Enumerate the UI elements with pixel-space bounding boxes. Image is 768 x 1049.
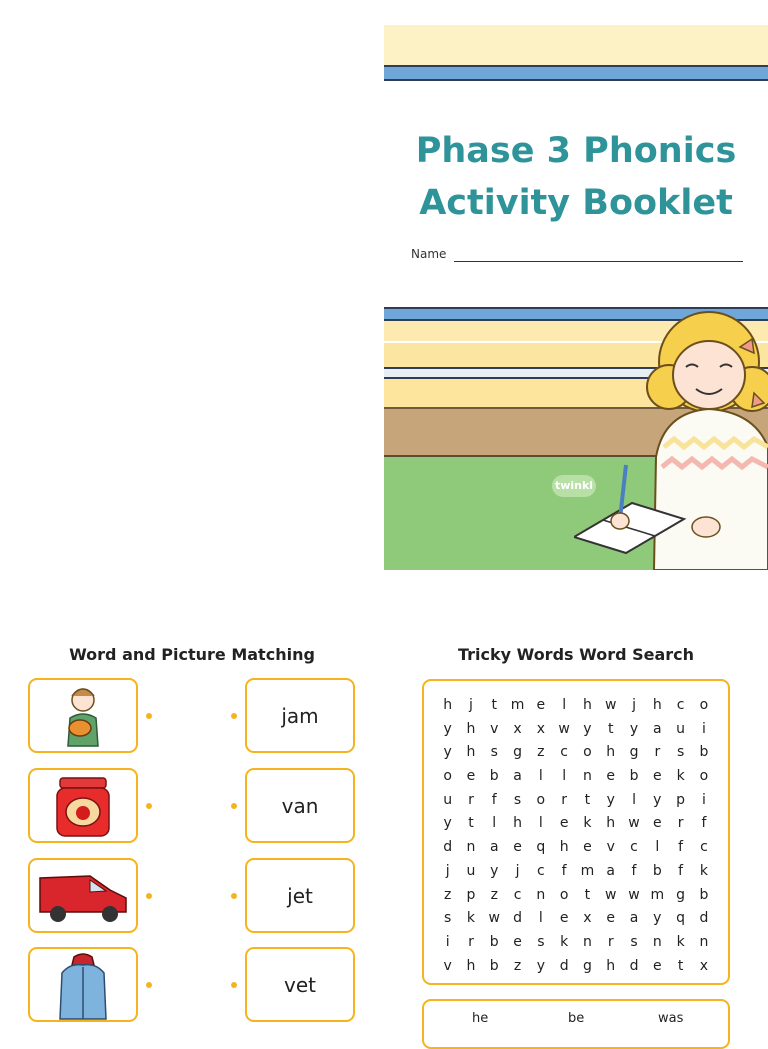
wordsearch-heading: Tricky Words Word Search	[457, 645, 695, 664]
grid-letter[interactable]: r	[468, 933, 474, 950]
grid-letter[interactable]: n	[536, 886, 546, 903]
grid-letter[interactable]: t	[491, 697, 497, 713]
tricky-word-3: was	[658, 1011, 684, 1026]
word-box-4: vet	[245, 947, 355, 1022]
cover-top-band	[384, 25, 768, 65]
grid-letter[interactable]: w	[628, 815, 640, 832]
match-dot-word-1[interactable]	[231, 713, 237, 719]
grid-letter[interactable]: l	[632, 791, 636, 808]
grid-letter[interactable]: d	[513, 910, 522, 927]
grid-letter[interactable]: h	[606, 744, 616, 761]
grid-letter[interactable]: m	[650, 886, 665, 903]
grid-letter[interactable]: f	[701, 815, 707, 832]
grid-letter[interactable]: e	[606, 768, 616, 785]
grid-letter[interactable]: p	[676, 791, 686, 808]
coat-icon	[30, 949, 136, 1020]
grid-letter[interactable]: e	[513, 839, 522, 856]
grid-letter[interactable]: o	[536, 791, 546, 808]
match-dot-picture-4[interactable]	[146, 982, 152, 988]
grid-letter[interactable]: m	[510, 697, 525, 713]
match-dot-picture-3[interactable]	[146, 893, 152, 899]
grid-letter[interactable]: a	[513, 768, 522, 785]
grid-letter[interactable]: x	[699, 957, 709, 974]
word-box-1: jam	[245, 678, 355, 753]
match-dot-word-3[interactable]	[231, 893, 237, 899]
grid-letter[interactable]: i	[701, 720, 706, 737]
grid-letter[interactable]: j	[469, 697, 473, 713]
grid-letter[interactable]: l	[655, 839, 660, 856]
grid-letter[interactable]: l	[562, 768, 567, 785]
picture-box-van	[28, 858, 138, 933]
grid-letter[interactable]: h	[466, 720, 476, 737]
grid-letter[interactable]: d	[699, 910, 709, 927]
cover-title-line-2: Activity Booklet	[419, 183, 733, 223]
grid-letter[interactable]: q	[676, 910, 686, 927]
grid-letter[interactable]: p	[466, 886, 476, 903]
grid-letter[interactable]: b	[699, 886, 709, 903]
grid-letter[interactable]: f	[678, 862, 684, 879]
grid-letter[interactable]: y	[443, 720, 452, 737]
grid-letter[interactable]: e	[653, 768, 662, 785]
grid-letter[interactable]: z	[443, 886, 452, 903]
grid-letter[interactable]: t	[584, 791, 591, 808]
grid-letter[interactable]: u	[443, 791, 453, 808]
grid-letter[interactable]: e	[606, 910, 616, 927]
grid-letter[interactable]: c	[560, 744, 568, 761]
grid-letter[interactable]: k	[466, 910, 475, 927]
tricky-word-1: he	[472, 1011, 489, 1026]
grid-letter[interactable]: l	[538, 910, 543, 927]
grid-letter[interactable]: y	[653, 910, 662, 927]
cover-title-line-1: Phase 3 Phonics	[415, 131, 737, 171]
vet-icon	[30, 680, 136, 751]
grid-letter[interactable]: k	[676, 768, 685, 785]
grid-letter[interactable]: k	[560, 933, 569, 950]
picture-box-coat	[28, 947, 138, 1022]
grid-letter[interactable]: e	[536, 697, 546, 713]
grid-letter[interactable]: b	[652, 862, 662, 879]
grid-letter[interactable]: x	[583, 910, 592, 927]
wordsearch-grid	[436, 694, 716, 978]
grid-letter[interactable]: o	[559, 886, 569, 903]
grid-letter[interactable]: z	[490, 886, 498, 903]
grid-letter[interactable]: h	[606, 815, 616, 832]
grid-letter[interactable]: w	[558, 720, 570, 737]
grid-letter[interactable]: g	[513, 744, 522, 761]
cover-title	[384, 125, 768, 229]
grid-letter[interactable]: y	[490, 862, 499, 879]
grid-letter[interactable]: h	[466, 957, 476, 974]
tricky-word-2: be	[568, 1011, 585, 1026]
grid-letter[interactable]: l	[492, 815, 497, 832]
match-dot-word-4[interactable]	[231, 982, 237, 988]
van-icon	[30, 860, 136, 931]
grid-letter[interactable]: d	[559, 957, 569, 974]
grid-letter[interactable]: c	[676, 697, 685, 713]
grid-letter[interactable]: s	[490, 744, 498, 761]
grid-letter[interactable]: i	[445, 933, 450, 950]
grid-letter[interactable]: q	[536, 839, 546, 856]
grid-letter[interactable]: k	[676, 933, 685, 950]
grid-letter[interactable]: h	[652, 697, 662, 713]
grid-letter[interactable]: e	[653, 957, 662, 974]
grid-letter[interactable]: o	[699, 768, 709, 785]
grid-letter[interactable]: r	[561, 791, 568, 808]
grid-letter[interactable]: l	[562, 697, 567, 713]
grid-letter[interactable]: e	[583, 839, 592, 856]
grid-letter[interactable]: b	[629, 768, 639, 785]
grid-letter[interactable]: y	[629, 720, 639, 737]
match-dot-picture-1[interactable]	[146, 713, 152, 719]
grid-letter[interactable]: o	[699, 697, 709, 713]
grid-letter[interactable]: h	[582, 697, 592, 713]
grid-letter[interactable]: h	[559, 839, 569, 856]
tricky-words-box	[422, 999, 730, 1049]
grid-letter[interactable]: y	[536, 957, 545, 974]
grid-letter[interactable]: u	[466, 862, 476, 879]
twinkl-watermark: twinkl	[552, 475, 596, 497]
grid-letter[interactable]: i	[701, 791, 706, 808]
grid-letter[interactable]: e	[653, 815, 662, 832]
grid-letter[interactable]: e	[559, 815, 569, 832]
grid-letter[interactable]: r	[468, 791, 474, 808]
word-box-3: jet	[245, 858, 355, 933]
grid-letter[interactable]: b	[489, 933, 499, 950]
cover-top-stripe	[384, 65, 768, 81]
grid-letter[interactable]: b	[699, 744, 709, 761]
grid-letter[interactable]: d	[443, 839, 453, 856]
grid-letter[interactable]: f	[561, 862, 567, 879]
grid-letter[interactable]: t	[677, 957, 684, 974]
grid-letter[interactable]: z	[513, 957, 522, 974]
grid-letter[interactable]: c	[536, 862, 545, 879]
grid-letter[interactable]: v	[606, 839, 615, 856]
name-field[interactable]	[411, 247, 743, 267]
grid-letter[interactable]: a	[653, 720, 662, 737]
grid-letter[interactable]: f	[491, 791, 497, 808]
grid-letter[interactable]: s	[537, 933, 545, 950]
grid-letter[interactable]: x	[536, 720, 545, 737]
grid-letter[interactable]: f	[631, 862, 637, 879]
grid-letter[interactable]: t	[468, 815, 474, 832]
grid-letter[interactable]: n	[652, 933, 662, 950]
jam-icon	[30, 770, 136, 841]
grid-letter[interactable]: c	[630, 839, 638, 856]
grid-letter[interactable]: s	[630, 933, 638, 950]
grid-letter[interactable]: h	[513, 815, 522, 832]
grid-letter[interactable]: n	[582, 768, 592, 785]
wordsearch-grid-box	[422, 679, 730, 985]
grid-letter[interactable]: y	[606, 791, 615, 808]
grid-letter[interactable]: y	[653, 791, 662, 808]
grid-letter[interactable]: t	[607, 720, 614, 737]
name-label: Name	[411, 247, 447, 261]
grid-letter[interactable]: s	[676, 744, 685, 761]
grid-letter[interactable]: h	[443, 697, 453, 713]
match-dot-word-2[interactable]	[231, 803, 237, 809]
grid-letter[interactable]: z	[537, 744, 545, 761]
grid-letter[interactable]: s	[444, 910, 452, 927]
grid-letter[interactable]: j	[445, 862, 450, 879]
grid-letter[interactable]: g	[629, 744, 639, 761]
name-line[interactable]	[454, 261, 743, 262]
booklet-cover	[384, 25, 768, 570]
picture-box-jam	[28, 768, 138, 843]
grid-letter[interactable]: b	[489, 768, 499, 785]
grid-letter[interactable]: a	[629, 910, 639, 927]
grid-letter[interactable]: e	[466, 768, 476, 785]
grid-letter[interactable]: w	[605, 697, 617, 713]
grid-letter[interactable]: c	[513, 886, 522, 903]
grid-letter[interactable]: g	[676, 886, 686, 903]
grid-letter[interactable]: h	[466, 744, 476, 761]
grid-letter[interactable]: l	[538, 815, 543, 832]
grid-letter[interactable]: k	[699, 862, 708, 879]
match-dot-picture-2[interactable]	[146, 803, 152, 809]
word-box-2: van	[245, 768, 355, 843]
grid-letter[interactable]: j	[515, 862, 520, 879]
picture-box-vet	[28, 678, 138, 753]
grid-letter[interactable]: o	[443, 768, 452, 785]
grid-letter[interactable]: h	[606, 957, 616, 974]
grid-letter[interactable]: j	[632, 697, 636, 713]
grid-letter[interactable]: u	[676, 720, 686, 737]
grid-letter[interactable]: x	[513, 720, 522, 737]
grid-letter[interactable]: w	[488, 910, 500, 927]
grid-letter[interactable]: y	[443, 744, 452, 761]
grid-letter[interactable]: r	[654, 744, 661, 761]
grid-letter[interactable]: r	[677, 815, 684, 832]
cover-illustration	[384, 307, 768, 570]
grid-letter[interactable]: b	[489, 957, 499, 974]
grid-letter[interactable]: e	[513, 933, 522, 950]
grid-letter[interactable]: m	[580, 862, 595, 879]
grid-letter[interactable]: n	[582, 933, 592, 950]
grid-letter[interactable]: e	[559, 910, 569, 927]
grid-letter[interactable]: s	[513, 791, 522, 808]
grid-letter[interactable]: w	[605, 886, 617, 903]
grid-letter[interactable]: l	[538, 768, 543, 785]
grid-letter[interactable]: o	[583, 744, 592, 761]
grid-letter[interactable]: w	[628, 886, 640, 903]
grid-letter[interactable]: g	[582, 957, 592, 974]
girl-writing-illustration	[574, 307, 768, 570]
grid-letter[interactable]: f	[678, 839, 684, 856]
grid-letter[interactable]: n	[466, 839, 476, 856]
grid-letter[interactable]: a	[606, 862, 616, 879]
grid-letter[interactable]: r	[607, 933, 614, 950]
grid-letter[interactable]: k	[583, 815, 592, 832]
grid-letter[interactable]: y	[443, 815, 452, 832]
grid-letter[interactable]: n	[699, 933, 709, 950]
grid-letter[interactable]: c	[700, 839, 708, 856]
grid-letter[interactable]: v	[490, 720, 499, 737]
grid-letter[interactable]: a	[489, 839, 499, 856]
matching-heading: Word and Picture Matching	[69, 645, 315, 664]
grid-letter[interactable]: y	[583, 720, 592, 737]
grid-letter[interactable]: t	[584, 886, 591, 903]
grid-letter[interactable]: v	[443, 957, 452, 974]
grid-letter[interactable]: d	[629, 957, 639, 974]
